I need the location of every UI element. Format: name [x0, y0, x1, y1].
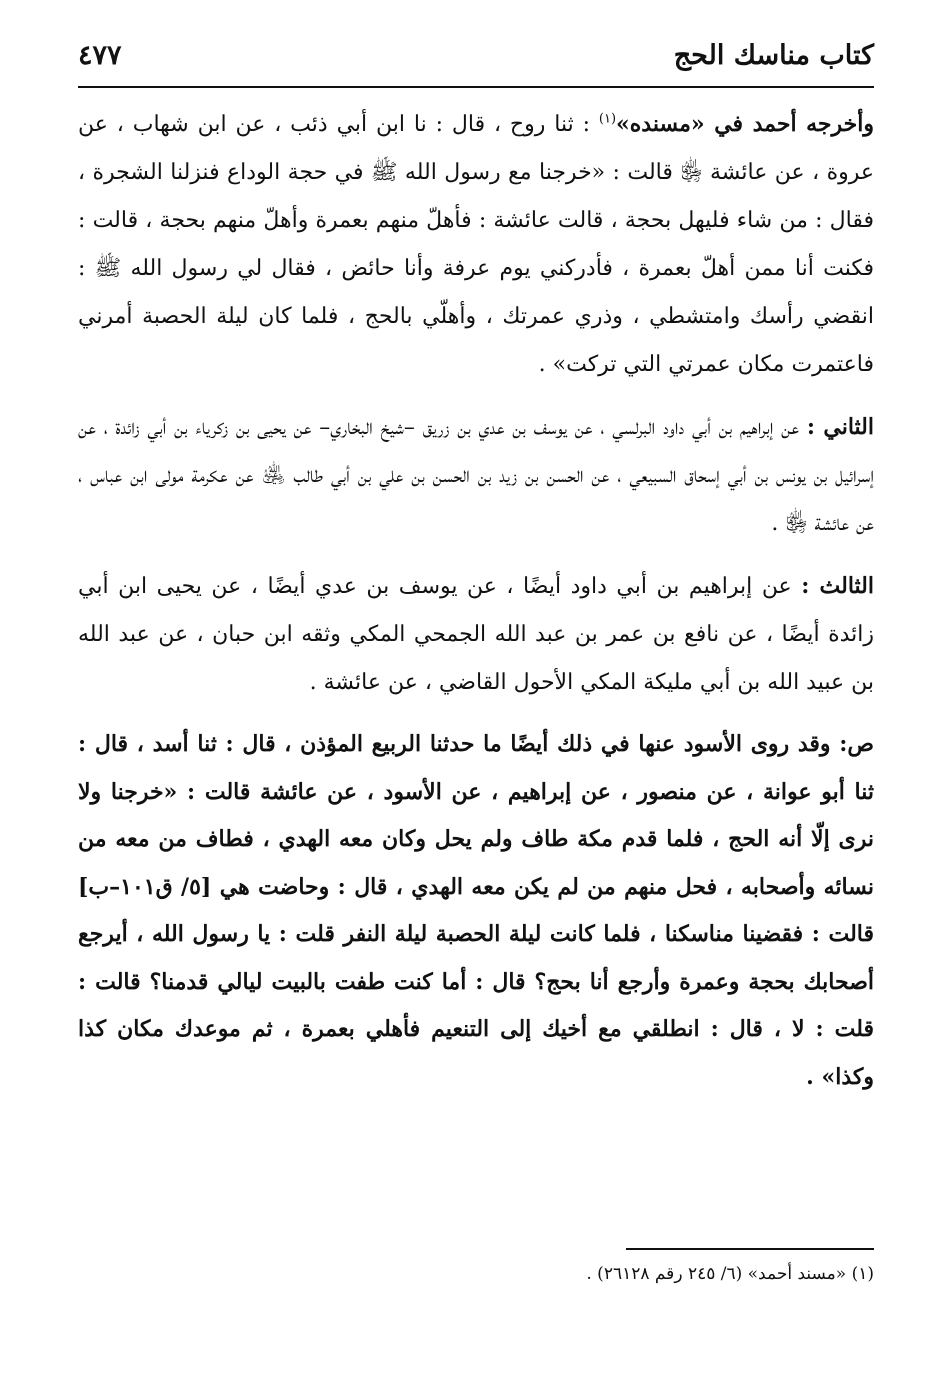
paragraph-lead: وأخرجه أحمد في «مسنده»	[616, 111, 874, 137]
paragraph-text: : ثنا روح ، قال : نا ابن أبي ذئب ، عن ابن شهاب ، عن عروة ، عن عائشة ﵂ قالت : «خرجنا مع رسول الله ﷺ في حجة الوداع فنزلنا الشجرة ، فقال : من شاء فليهل بحجة ، قالت عائشة : فأهلّ منهم بعمرة وأهلّ منهم بحجة ، قالت : فكنت أنا ممن أهلّ بعمرة ، فأدركني يوم عرفة وأنا حائض ، فقال لي رسول الله ﷺ : انقضي رأسك وامتشطي ، وذري عمرتك ، وأهلّي بالحج ، فلما كان ليلة الحصبة أمرني فاعتمرت مكان عمرتي التي تركت» .	[78, 112, 874, 377]
footnote: (١) «مسند أحمد» (٦/ ٢٤٥ رقم ٢٦١٢٨) .	[586, 1264, 874, 1284]
page-body	[78, 100, 874, 1115]
paragraph-musnad-ahmad	[78, 100, 874, 389]
paragraph-third-chain	[78, 562, 874, 707]
paragraph-text: عن إبراهيم بن أبي داود البرلسي ، عن يوسف بن عدي بن زريق –شيخ البخاري– عن يحيى بن زكرياء بن أبي زائدة ، عن إسرائيل بن يونس بن أبي إسحاق السبيعي ، عن الحسن بن زيد بن الحسن بن علي بن أبي طالب ﵁ عن عكرمة مولى ابن عباس ، عن عائشة ﵂ .	[78, 415, 875, 536]
paragraph-main-text	[78, 721, 874, 1101]
footnote-divider	[626, 1248, 874, 1250]
book-page	[78, 0, 874, 1381]
paragraph-text: عن إبراهيم بن أبي داود أيضًا ، عن يوسف بن عدي أيضًا ، عن يحيى ابن أبي زائدة أيضًا ، عن نافع بن عمر بن عبد الله الجمحي المكي وثقه ابن حبان ، عن عبد الله بن عبيد الله بن أبي مليكة المكي الأحول القاضي ، عن عائشة .	[78, 574, 874, 695]
paragraph-lead: الثاني :	[806, 414, 874, 440]
paragraph-lead: الثالث :	[801, 573, 874, 599]
page-header	[78, 34, 874, 88]
running-title: كتاب مناسك الحج	[673, 40, 874, 71]
paragraph-second-chain	[78, 403, 874, 548]
page-number: ٤٧٧	[78, 40, 122, 71]
paragraph-text: ص: وقد روى الأسود عنها في ذلك أيضًا ما حدثنا الربيع المؤذن ، قال : ثنا أسد ، قال : ثنا أبو عوانة ، عن منصور ، عن إبراهيم ، عن الأسود ، عن عائشة قالت : «خرجنا ولا نرى إلّا أنه الحج ، فلما قدم مكة طاف ولم يحل وكان معه الهدي ، فطاف من معه من نسائه وأصحابه ، فحل منهم من لم يكن معه الهدي ، قال : وحاضت هي [٥/ ق١٠١–ب] قالت : فقضينا مناسكنا ، فلما كانت ليلة الحصبة ليلة النفر قلت : يا رسول الله ، أيرجع أصحابك بحجة وعمرة وأرجع أنا بحج؟ قال : أما كنت طفت بالبيت ليالي قدمنا؟ قالت : قلت : لا ، قال : انطلقي مع أخيك إلى التنعيم فأهلي بعمرة ، ثم موعدك مكان كذا وكذا» .	[78, 731, 875, 1090]
footnote-reference[interactable]: (١)	[598, 111, 617, 127]
